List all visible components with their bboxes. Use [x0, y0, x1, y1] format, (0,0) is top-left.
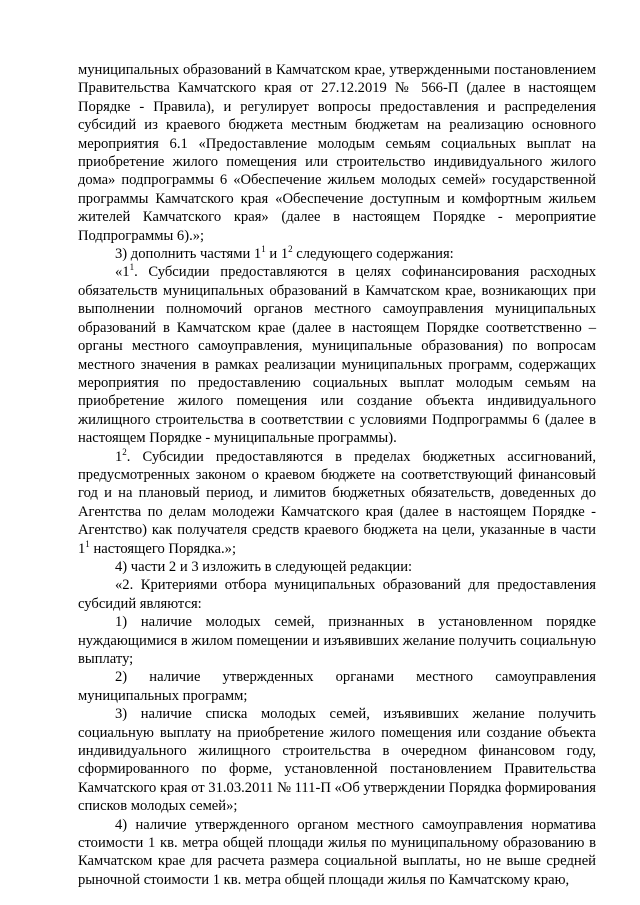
paragraph-6: 1) наличие молодых семей, признанных в установленном порядке нуждающимися в жилом помещении и изъявивших желание получить социальную выплату; [78, 614, 596, 667]
paragraph-4: 4) части 2 и 3 изложить в следующей редакции: [115, 558, 413, 575]
paragraph-9: 4) наличие утвержденного органом местного самоуправления норматива стоимости 1 кв. метра общей площади жилья по муниципальному образованию в Камчатском крае для расчета размера социальной выплаты, но не выше средней рыночной стоимости 1 кв. метра общей площади жилья по Камчатскому краю, [78, 816, 596, 888]
paragraph-1: 3) дополнить частями $1^1$ и $1^2$ следующего содержания: [115, 244, 454, 263]
document-page [78, 61, 596, 889]
paragraph-0: муниципальных образований в Камчатском крае, утвержденными постановлением Правительства Камчатского края от 27.12.2019 № 566-П (далее в настоящем Порядке - Правила), и регулирует вопросы предоставления и распределения субсидий из краевого бюджета местным бюджетам на реализацию основного мероприятия 6.1 «Предоставление молодым семьям социальных выплат на приобретение жилого помещения или строительство индивидуального жилого дома» подпрограммы 6 «Обеспечение жильем молодых семей» государственной программы Камчатского края «Обеспечение доступным и комфортным жильем жителей Камчатского края» (далее в настоящем Порядке - мероприятие Подпрограммы 6).»; [78, 62, 596, 244]
paragraph-8: 3) наличие списка молодых семей, изъявивших желание получить социальную выплату на приобретение жилого помещения или создание объекта индивидуального жилищного строительства в очередном финансовом году, сформированного по форме, установленной постановлением Правительства Камчатского края от 31.03.2011 № 111-П «Об утверждении Порядка формирования списков молодых семей»; [78, 706, 596, 815]
paragraph-2: «$1^1$. Субсидии предоставляются в целях софинансирования расходных обязательств муниципальных образований в Камчатском крае, возникающих при выполнении полномочий органов местного самоуправления муниципальных образований в Камчатском крае (далее в настоящем Порядке соответственно – органы местного самоуправления, муниципальные образования) по вопросам местного значения в рамках реализации муниципальных программ, содержащих мероприятия по предоставлению социальных выплат молодым семьям на приобретение жилого помещения или создание объекта индивидуального жилищного строительства в соответствии с условиями Подпрограммы 6 (далее в настоящем Порядке - муниципальные программы). [78, 262, 596, 447]
paragraph-7: 2) наличие утвержденных органами местного самоуправления муниципальных программ; [78, 669, 596, 704]
paragraph-5: «2. Критериями отбора муниципальных образований для предоставления субсидий являются: [78, 577, 596, 612]
paragraph-3: $1^2$. Субсидии предоставляются в пределах бюджетных ассигнований, предусмотренных законом о краевом бюджете на соответствующий финансовый год и на плановый период, и лимитов бюджетных обязательств, доведенных до Агентства по делам молодежи Камчатского края (далее в настоящем Порядке - Агентство) как получателя средств краевого бюджета на цели, указанные в части $1^1$ настоящего Порядка.»; [78, 446, 596, 557]
